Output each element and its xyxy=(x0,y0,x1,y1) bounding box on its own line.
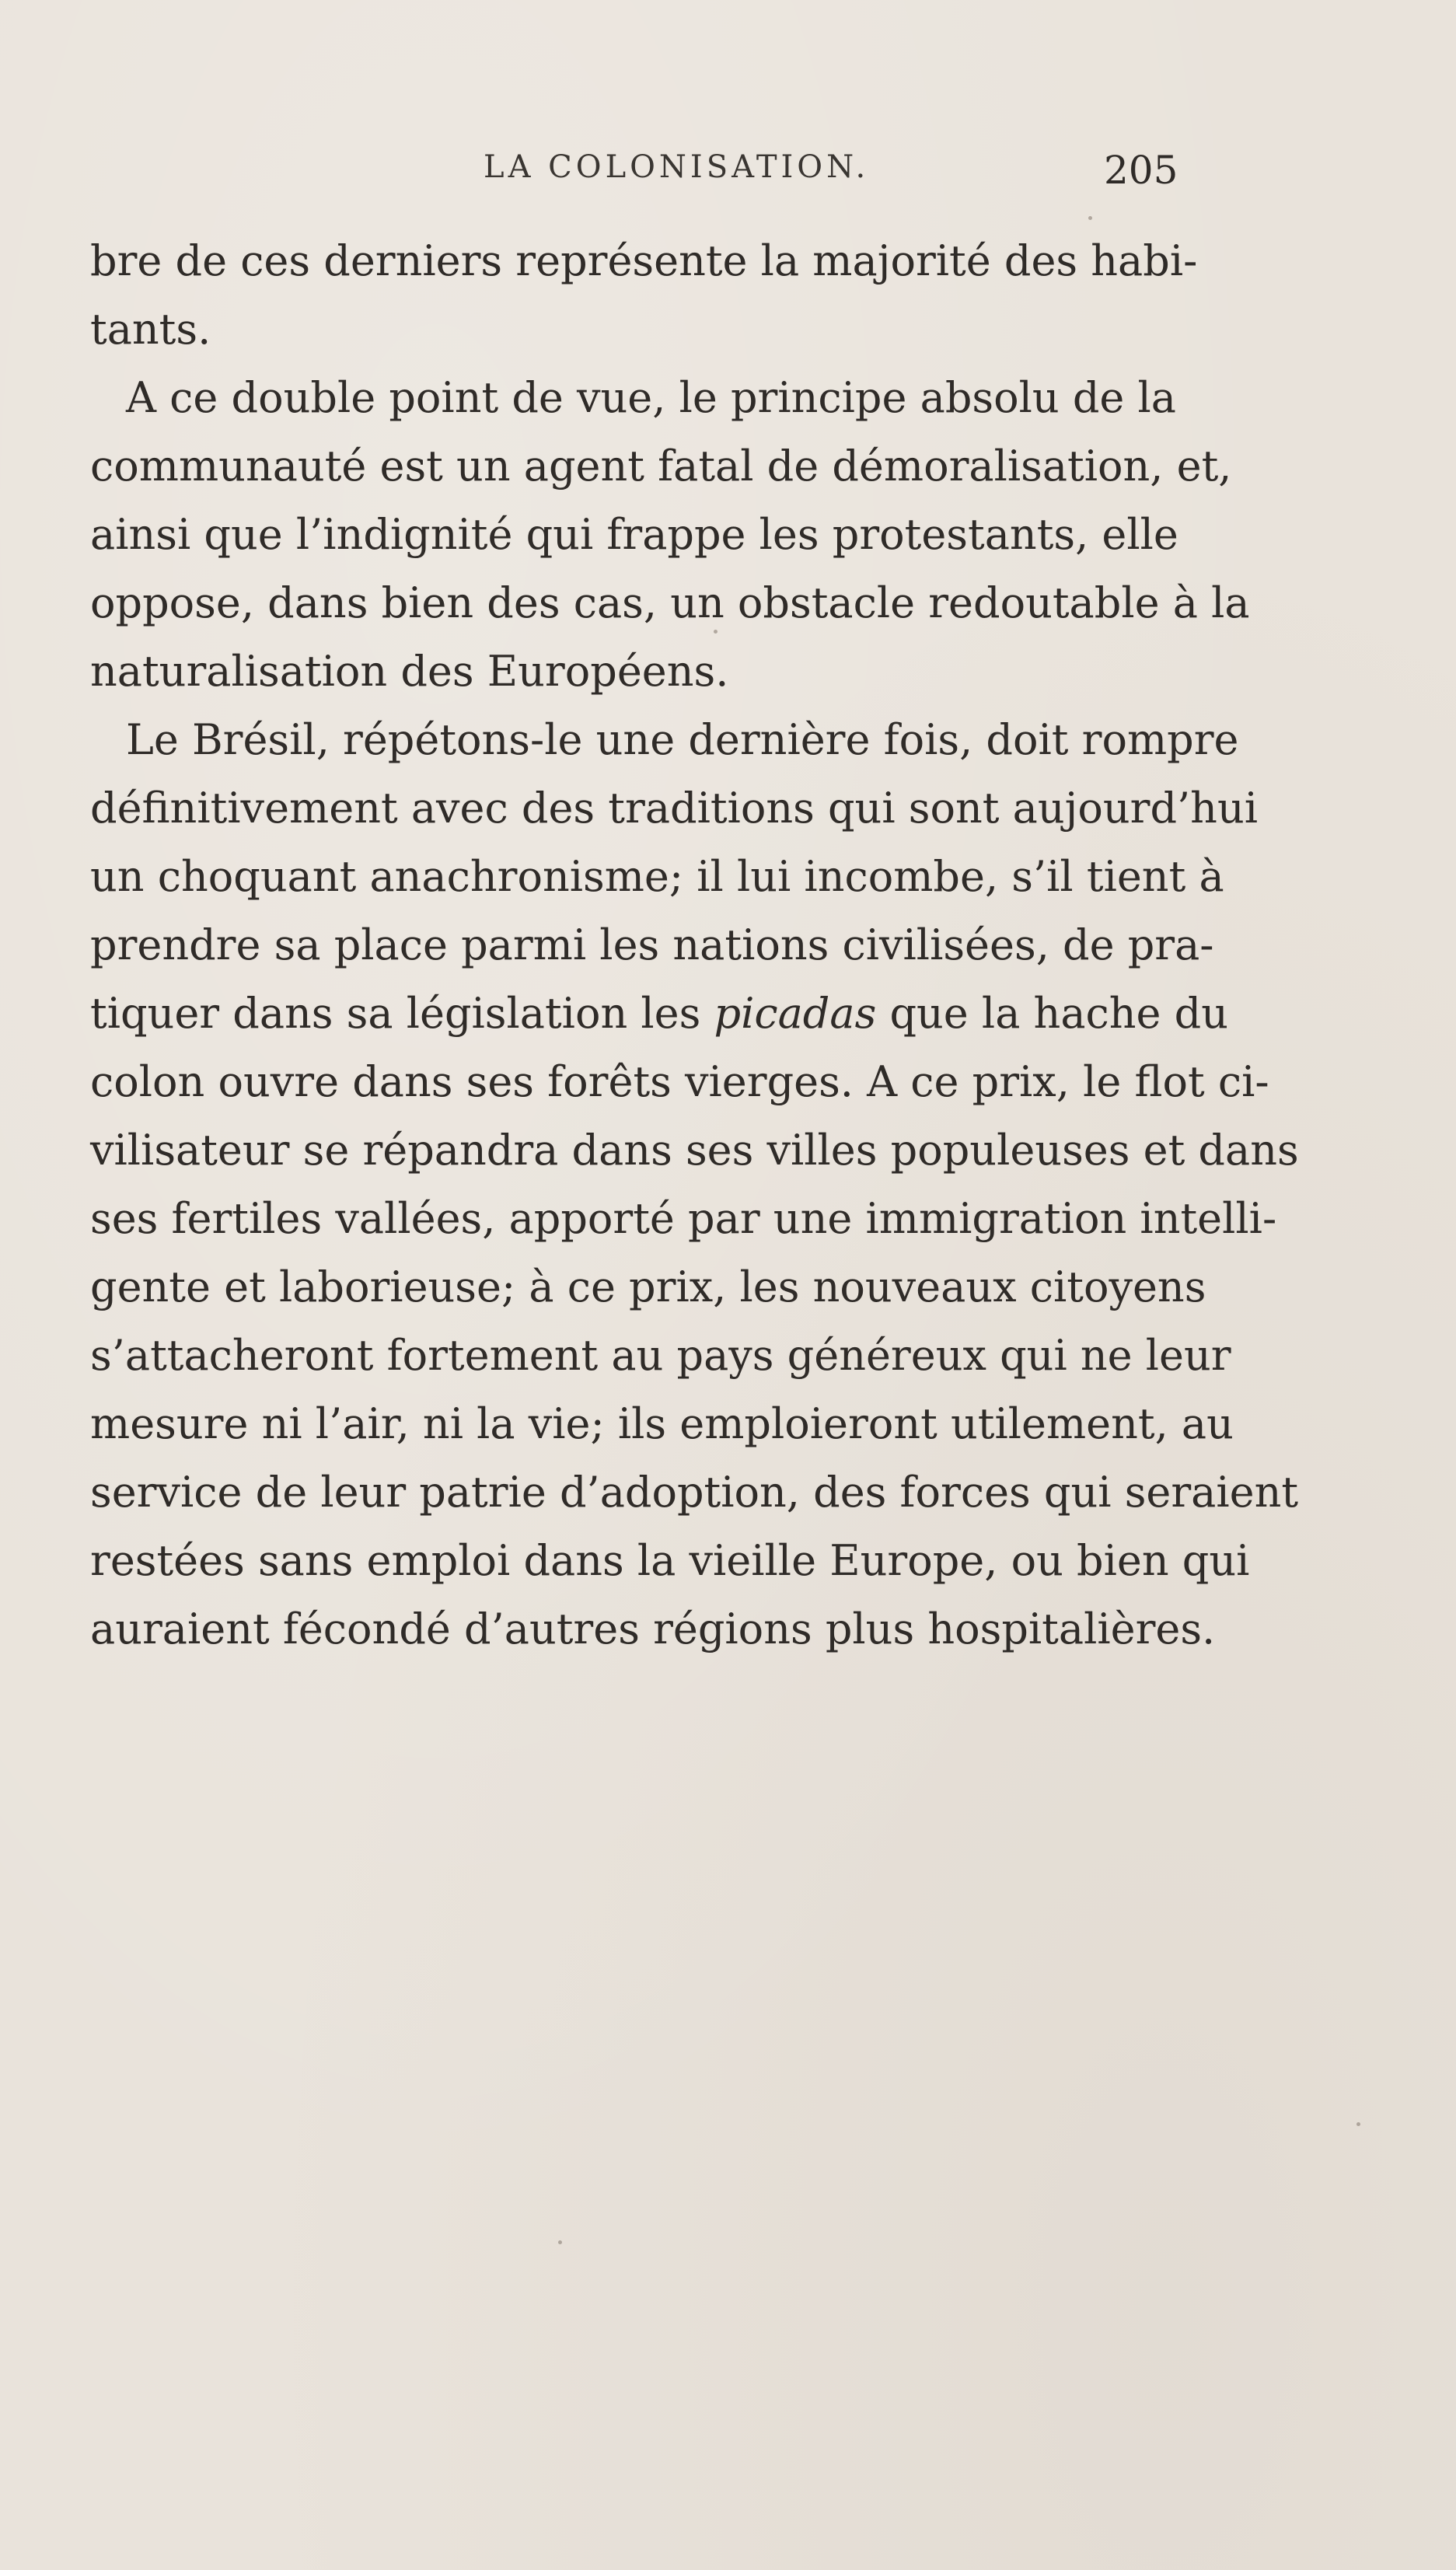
text-line: ses fertiles vallées, apporté par une immigration intelli- xyxy=(90,1194,1277,1243)
text-line: définitivement avec des traditions qui sont aujourd’hui xyxy=(90,784,1259,833)
text-segment: que la hache du xyxy=(889,989,1229,1038)
text-line: s’attacheront fortement au pays généreux qui ne leur xyxy=(90,1331,1231,1380)
paper-speck xyxy=(1356,2122,1360,2126)
text-line: service de leur patrie d’adoption, des forces qui seraient xyxy=(90,1468,1299,1517)
italic-word: picadas xyxy=(714,989,877,1038)
text-line: gente et laborieuse; à ce prix, les nouveaux citoyens xyxy=(90,1262,1206,1311)
text-line: oppose, dans bien des cas, un obstacle redoutable à la xyxy=(90,578,1250,627)
text-line: tants. xyxy=(90,305,211,354)
paragraph-first-line: A ce double point de vue, le principe absolu de la xyxy=(126,373,1176,422)
text-line: restées sans emploi dans la vieille Europe, ou bien qui xyxy=(90,1536,1250,1585)
text-line: mesure ni l’air, ni la vie; ils emploieront utilement, au xyxy=(90,1399,1234,1448)
paragraph-first-line: Le Brésil, répétons-le une dernière fois, doit rompre xyxy=(126,715,1239,764)
text-line: bre de ces derniers représente la majorité des habi- xyxy=(90,236,1198,285)
text-line-with-italic xyxy=(90,979,1229,1048)
text-line: ainsi que l’indignité qui frappe les protestants, elle xyxy=(90,510,1178,559)
text-line: colon ouvre dans ses forêts vierges. A ce prix, le flot ci- xyxy=(90,1057,1269,1106)
page-number: 205 xyxy=(1104,148,1178,193)
paper-speck xyxy=(558,2240,562,2244)
text-segment: tiquer dans sa législation les xyxy=(90,989,701,1038)
paper-speck xyxy=(1088,216,1092,220)
text-line: communauté est un agent fatal de démoralisation, et, xyxy=(90,442,1232,491)
text-line: un choquant anachronisme; il lui incombe, s’il tient à xyxy=(90,852,1224,901)
running-title: LA COLONISATION. xyxy=(484,149,870,185)
text-line: auraient fécondé d’autres régions plus hospitalières. xyxy=(90,1605,1216,1653)
text-line: prendre sa place parmi les nations civilisées, de pra- xyxy=(90,920,1214,969)
paper-speck xyxy=(714,630,718,634)
text-line: vilisateur se répandra dans ses villes populeuses et dans xyxy=(90,1126,1299,1175)
text-line: naturalisation des Européens. xyxy=(90,647,729,696)
body-text xyxy=(90,227,1299,1664)
page-header xyxy=(0,148,1456,202)
